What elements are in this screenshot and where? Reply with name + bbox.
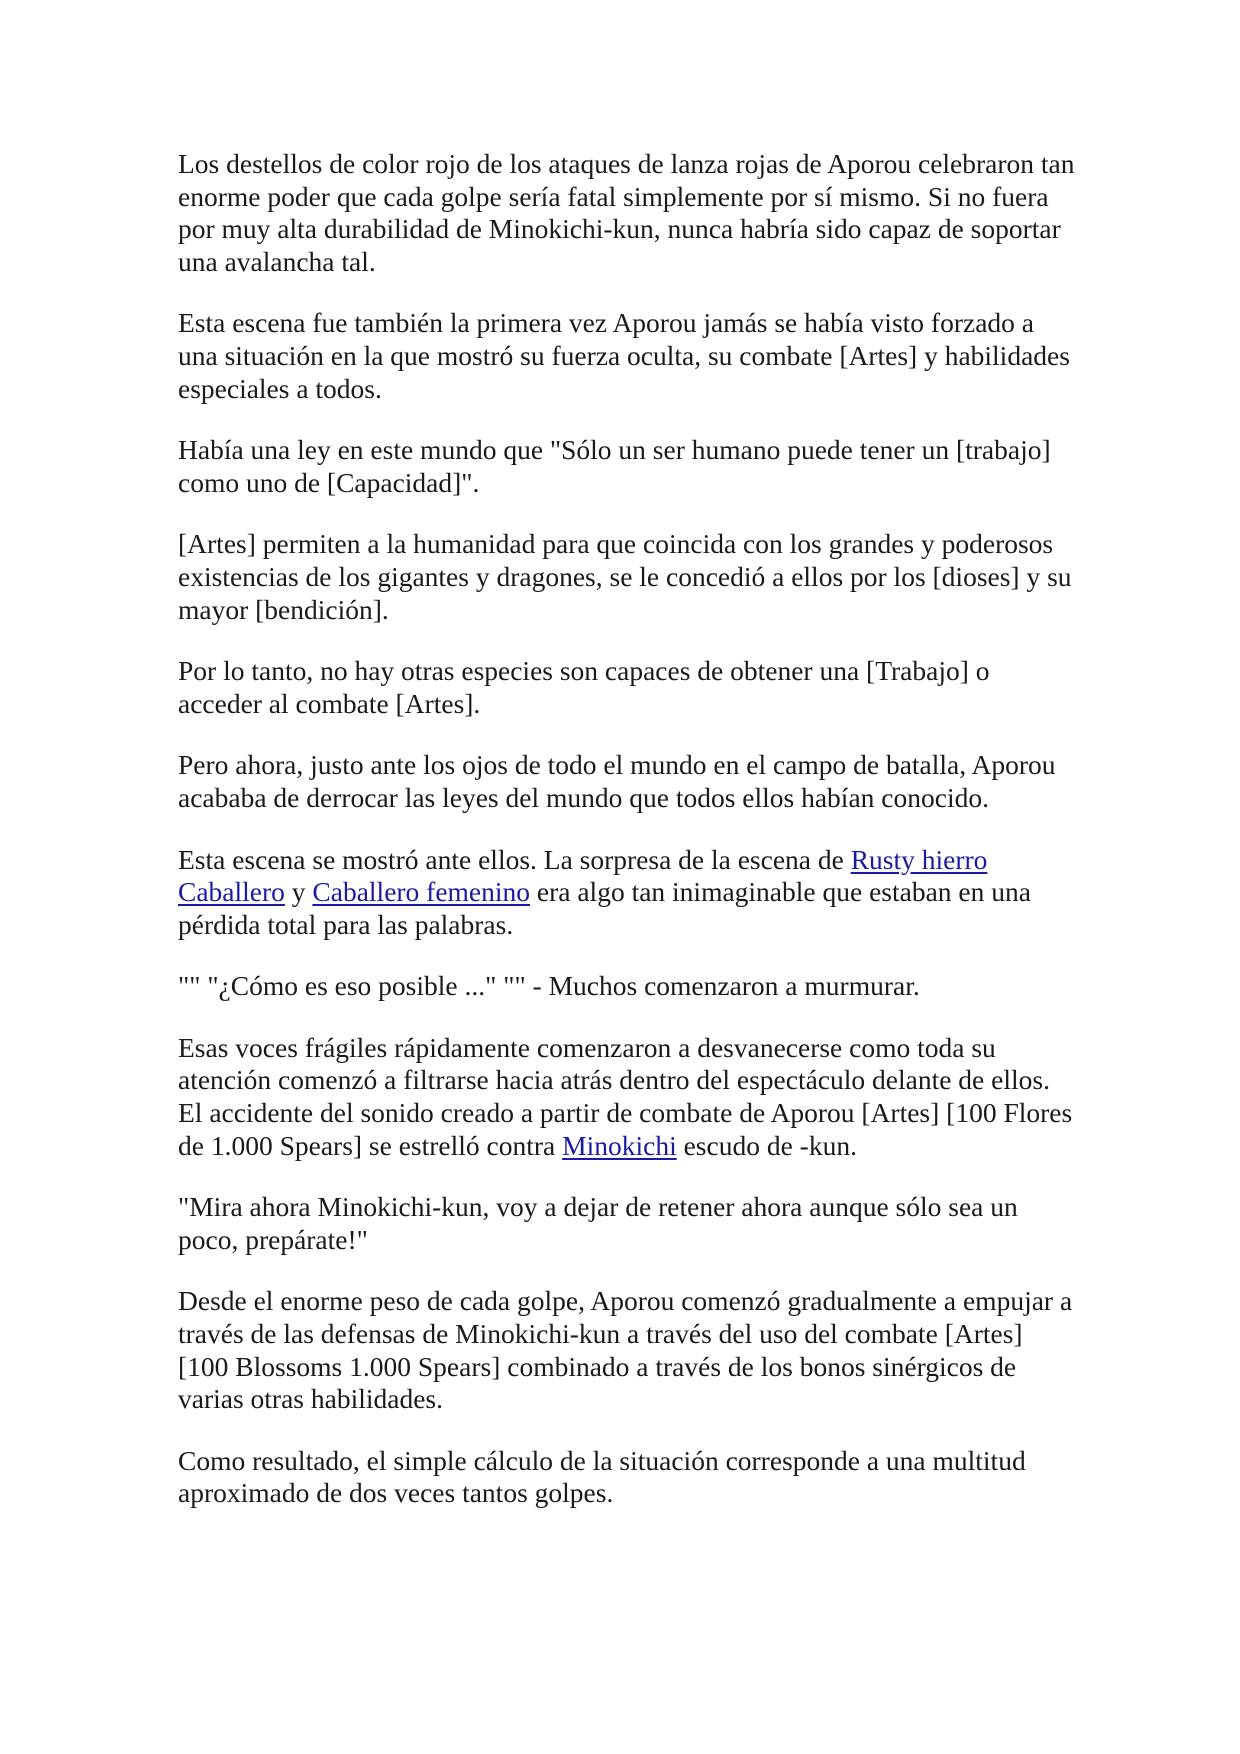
paragraph-7 [178, 844, 1078, 942]
link-caballero-femenino[interactable]: Caballero femenino [312, 876, 531, 908]
paragraph-4: [Artes] permiten a la humanidad para que coincida con los grandes y poderosos existencias de los gigantes y dragones, se le concedió a ellos por los [dioses] y su mayor [bendición]. [178, 528, 1072, 625]
paragraph-7-text-start: Esta escena se mostró ante ellos. La sorpresa de la escena de [178, 843, 851, 875]
paragraph-7-text-end: era algo tan inimaginable que estaban en una pérdida total para las palabras. [178, 876, 1031, 940]
paragraph-9 [178, 1032, 1078, 1162]
paragraph-3: Había una ley en este mundo que "Sólo un ser humano puede tener un [trabajo] como uno de [Capacidad]". [178, 434, 1051, 498]
paragraph-9-text-start: Esas voces frágiles rápidamente comenzaron a desvanecerse como toda su atención comenzó a filtrarse hacia atrás dentro del espectáculo delante de ellos. El accidente del sonido creado a partir de combate de Aporou [Artes] [100 Flores de 1.000 Spears] se estrelló contra [178, 1031, 1073, 1161]
document-body [178, 148, 1078, 1510]
link-minokichi[interactable]: Minokichi [562, 1129, 677, 1161]
paragraph-1: Los destellos de color rojo de los ataques de lanza rojas de Aporou celebraron tan enorme poder que cada golpe sería fatal simplemente por sí mismo. Si no fuera por muy alta durabilidad de Minokichi-kun, nunca habría sido capaz de soportar una avalancha tal. [178, 148, 1075, 277]
link-rusty-hierro-caballero[interactable]: Rusty hierro Caballero [178, 843, 988, 908]
paragraph-5: Por lo tanto, no hay otras especies son capaces de obtener una [Trabajo] o acceder al combate [Artes]. [178, 655, 990, 719]
paragraph-6: Pero ahora, justo ante los ojos de todo el mundo en el campo de batalla, Aporou acababa de derrocar las leyes del mundo que todos ellos habían conocido. [178, 749, 1056, 813]
paragraph-11: Desde el enorme peso de cada golpe, Aporou comenzó gradualmente a empujar a través de las defensas de Minokichi-kun a través del uso del combate [Artes] [100 Blossoms 1.000 Spears] combinado a través de los bonos sinérgicos de varias otras habilidades. [178, 1285, 1073, 1415]
paragraph-7-text-mid: y [284, 876, 313, 908]
paragraph-8: "" "¿Cómo es eso posible ..." "" - Muchos comenzaron a murmurar. [178, 970, 920, 1002]
paragraph-9-text-end: escudo de -kun. [676, 1129, 857, 1161]
paragraph-10: "Mira ahora Minokichi-kun, voy a dejar de retener ahora aunque sólo sea un poco, prepárate!" [178, 1191, 1018, 1255]
paragraph-2: Esta escena fue también la primera vez Aporou jamás se había visto forzado a una situación en la que mostró su fuerza oculta, su combate [Artes] y habilidades especiales a todos. [178, 307, 1070, 404]
paragraph-12: Como resultado, el simple cálculo de la situación corresponde a una multitud aproximado de dos veces tantos golpes. [178, 1444, 1026, 1509]
